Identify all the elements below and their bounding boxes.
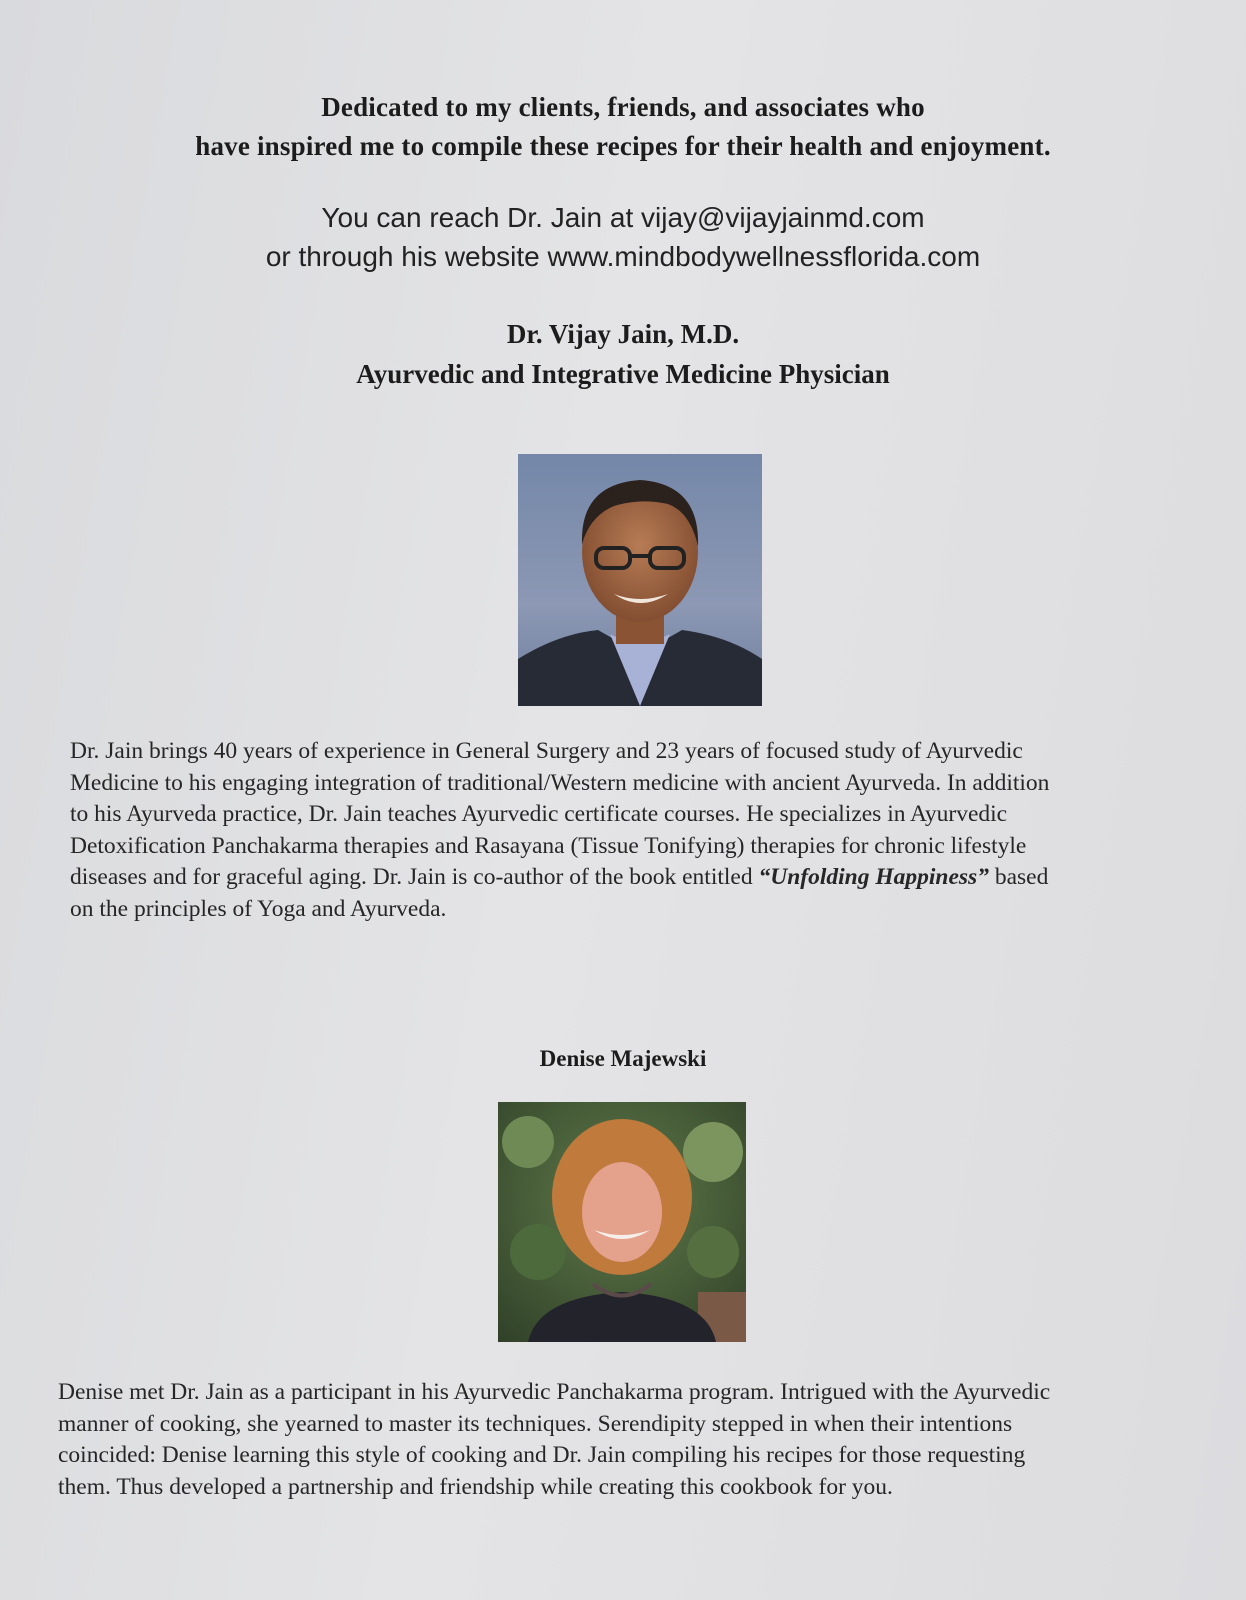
author-title: Ayurvedic and Integrative Medicine Physician bbox=[356, 359, 890, 389]
author-photo-denise bbox=[498, 1102, 746, 1342]
bio-line: to his Ayurveda practice, Dr. Jain teaches Ayurvedic certificate courses. He specializes in Ayurvedic bbox=[70, 801, 1008, 827]
contact-info bbox=[0, 198, 1246, 276]
bio-line: manner of cooking, she yearned to master its techniques. Serendipity stepped in when their intentions bbox=[58, 1410, 1013, 1437]
coauthor-bio-denise bbox=[58, 1377, 1188, 1503]
author-name: Dr. Vijay Jain, M.D. bbox=[506, 319, 740, 349]
bio-line: Dr. Jain brings 40 years of experience in General Surgery and 23 years of focused study of Ayurvedic bbox=[70, 738, 1023, 764]
bio-line: on the principles of Yoga and Ayurveda. bbox=[70, 895, 447, 922]
bio-text: diseases and for graceful aging. Dr. Jain is co-author of the book entitled bbox=[70, 864, 759, 890]
bio-line bbox=[70, 862, 1180, 894]
contact-email-line: You can reach Dr. Jain at vijay@vijayjainmd.com bbox=[321, 202, 925, 233]
bio-line: Medicine to his engaging integration of traditional/Western medicine with ancient Ayurveda. In addition bbox=[70, 769, 1050, 796]
author-bio-dr-jain bbox=[70, 736, 1180, 925]
bio-line: Detoxification Panchakarma therapies and Rasayana (Tissue Tonifying) therapies for chronic lifestyle bbox=[70, 832, 1027, 859]
portrait-man-illustration bbox=[518, 454, 762, 706]
dedication-line-1: Dedicated to my clients, friends, and associates who bbox=[321, 92, 925, 122]
bio-line: them. Thus developed a partnership and friendship while creating this cookbook for you. bbox=[58, 1473, 893, 1500]
coauthor-name: Denise Majewski bbox=[539, 1046, 707, 1071]
author-heading bbox=[0, 314, 1246, 394]
dedication-line-2: have inspired me to compile these recipes for their health and enjoyment. bbox=[195, 131, 1051, 161]
portrait-woman-illustration bbox=[498, 1102, 746, 1342]
bio-line: coincided: Denise learning this style of cooking and Dr. Jain compiling his recipes for those requesting bbox=[58, 1442, 1026, 1468]
author-photo-dr-jain bbox=[518, 454, 762, 706]
book-title: “Unfolding Happiness” bbox=[758, 864, 989, 890]
contact-website-line: or through his website www.mindbodywellnessflorida.com bbox=[265, 241, 981, 272]
bio-text: based bbox=[988, 864, 1049, 890]
dedication bbox=[0, 88, 1246, 166]
bio-line: Denise met Dr. Jain as a participant in his Ayurvedic Panchakarma program. Intrigued with the Ayurvedic bbox=[58, 1379, 1051, 1405]
